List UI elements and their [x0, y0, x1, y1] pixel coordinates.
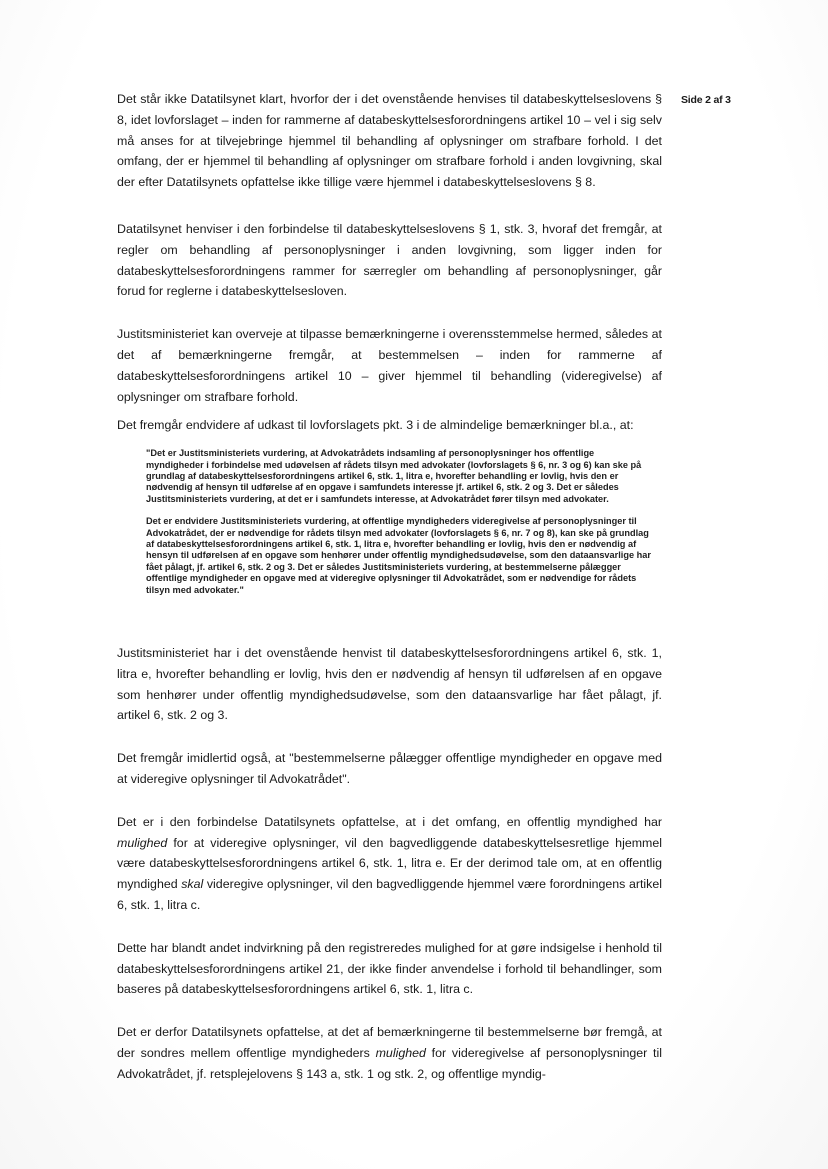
letter-body: [117, 89, 662, 1085]
paragraph-4: Det fremgår endvidere af udkast til lovforslagets pkt. 3 i de almindelige bemærkninger bl.a., at:: [117, 418, 634, 433]
p7-emphasis-mulighed: mulighed: [117, 835, 168, 850]
paragraph-1: Det står ikke Datatilsynet klart, hvorfor der i det ovenstående henvises til databeskyttelseslovens § 8, idet lovforslaget – inden for rammerne af databeskyttelsesforordningens artikel 10 – vel i sig selv må anses for at tilvejebringe hjemmel til behandling af oplysninger om strafbare forhold. I det omfang, der er hjemmel til behandling af oplysninger om strafbare forhold i anden lovgivning, skal der efter Datatilsynets opfattelse ikke tillige være hjemmel i databeskyttelseslovens § 8.: [117, 92, 662, 190]
paragraph-8: Dette har blandt andet indvirkning på den registreredes mulighed for at gøre indsigelse i henhold til databeskyttelsesforordningens artikel 21, der ikke finder anvendelse i forhold til behandlinger, som baseres på databeskyttelsesforordningens artikel 6, stk. 1, litra c.: [117, 940, 662, 997]
paragraph-7: [117, 812, 662, 916]
paragraph-5: Justitsministeriet har i det ovenstående henvist til databeskyttelsesforordningens artikel 6, stk. 1, litra e, hvorefter behandling er lovlig, hvis den er nødvendig af hensyn til udførelsen af en opgave som henhører under offentlig myndighedsudøvelse, som den dataansvarlige har fået pålagt, jf. artikel 6, stk. 2 og 3.: [117, 646, 662, 723]
p7-text-b: for at videregive oplysninger, vil den bagvedliggende databeskyttelsesretlige hjemmel være databeskyttelsesforordningens artikel 6, stk. 1, litra e. Er der derimod tale om, at en offentlig myndighed: [117, 835, 662, 892]
p7-emphasis-skal: skal: [181, 877, 204, 892]
p7-text-c: videregive oplysninger, vil den bagvedliggende hjemmel være forordningens artikel 6, stk. 1, litra c.: [117, 877, 662, 912]
quotation-paragraph-2: Det er endvidere Justitsministeriets vurdering, at offentlige myndigheders videregivelse af personoplysninger til Advokatrådet, der er nødvendige for rådets tilsyn med advokater (lovforslagets § 6, nr. 7 og 8), kan ske på grundlag af databeskyttelsesforordningens artikel 6, stk. 1, litra e, hvorefter behandling er lovlig, hvis den er nødvendig af hensyn til udførelsen af en opgave som henhører under offentlig myndighedsudøvelse, som den dataansvarlige har fået pålagt, jf. artikel 6, stk. 2 og 3. Det er således Justitsministeriets vurdering, at bestemmelserne pålægger offentlige myndigheder en opgave med at videregive oplysninger til Advokatrådet, som er nødvendige for rådets tilsyn med advokater.": [146, 516, 651, 595]
p7-text-a: Det er i den forbindelse Datatilsynets opfattelse, at i det omfang, en offentlig myndighed har: [117, 814, 662, 829]
page-number-label: Side 2 af 3: [681, 94, 731, 106]
paragraph-2: Datatilsynet henviser i den forbindelse til databeskyttelseslovens § 1, stk. 3, hvoraf det fremgår, at regler om behandling af personoplysninger i anden lovgivning, som ligger inden for databeskyttelsesforordningens rammer for særregler om behandling af personoplysninger, går forud for reglerne i databeskyttelsesloven.: [117, 221, 662, 299]
paragraph-9: [117, 1022, 662, 1084]
p9-text-b: for videregivelse af personoplysninger til Advokatrådet, jf. retsplejelovens § 143 a, stk. 1 og stk. 2, og offentlige myndig-: [117, 1045, 663, 1081]
paragraph-3: Justitsministeriet kan overveje at tilpasse bemærkningerne i overensstemmelse hermed, således at det af bemærkningerne fremgår, at bestemmelsen – inden for rammerne af databeskyttelsesforordningens artikel 10 – giver hjemmel til behandling (videregivelse) af oplysninger om strafbare forhold.: [117, 327, 662, 404]
quotation-block: [146, 448, 651, 596]
quotation-paragraph-1: "Det er Justitsministeriets vurdering, at Advokatrådets indsamling af personoplysninger hos offentlige myndigheder i forbindelse med udøvelsen af rådets tilsyn med advokater (lovforslagets § 6, nr. 3 og 6) kan ske på grundlag af databeskyttelsesforordningens artikel 6, stk. 1, litra e, hvorefter behandling er lovlig, hvis den er nødvendig af hensyn til udførelse af en opgave i samfundets interesse jf. artikel 6, stk. 2 og 3. Det er således Justitsministeriets vurdering, at det er i samfundets interesse, at Advokatrådet fører tilsyn med advokater.: [146, 448, 642, 504]
paragraph-6: Det fremgår imidlertid også, at "bestemmelserne pålægger offentlige myndigheder en opgave med at videregive oplysninger til Advokatrådet".: [117, 751, 662, 787]
p9-emphasis-mulighed: mulighed: [375, 1045, 426, 1060]
p9-text-a: Det er derfor Datatilsynets opfattelse, at det af bemærkningerne til bestemmelserne bør fremgå, at der sondres mellem offentlige myndigheders: [117, 1025, 662, 1060]
